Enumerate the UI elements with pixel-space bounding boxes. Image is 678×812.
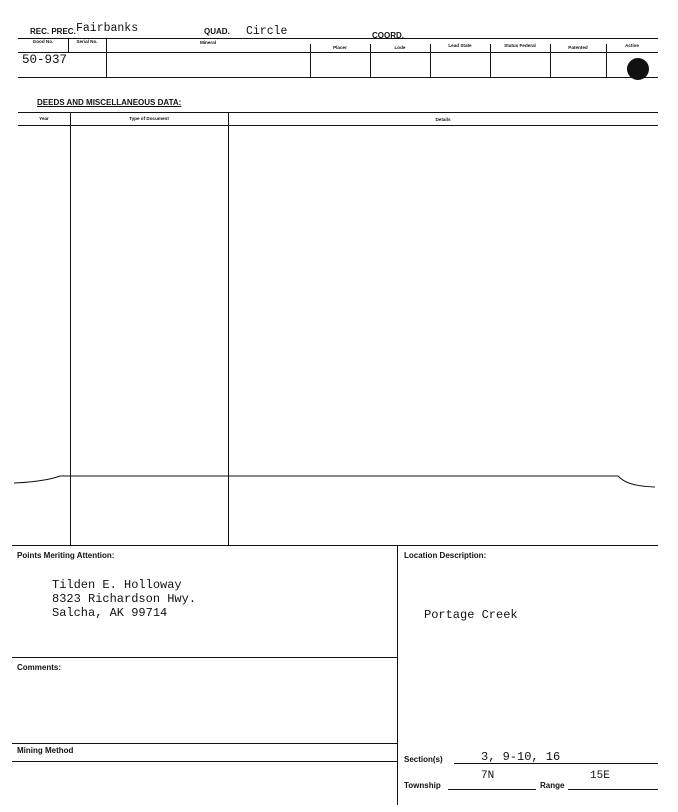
owner-address[interactable]	[52, 578, 196, 620]
col-lode: Lode	[394, 45, 406, 50]
col-serial-no: Serial No.	[76, 39, 98, 44]
deeds-section-title: DEEDS AND MISCELLANEOUS DATA:	[37, 98, 182, 107]
comments-label: Comments:	[17, 663, 62, 672]
claim-divider	[370, 44, 371, 77]
quad-label: QUAD.	[204, 27, 230, 36]
sections-value[interactable]: 3, 9-10, 16	[481, 750, 561, 764]
range-value[interactable]: 15E	[590, 770, 610, 782]
claim-divider	[430, 44, 431, 77]
deeds-rule-header	[18, 125, 658, 126]
claim-divider	[606, 44, 607, 77]
address-line-name: Tilden E. Holloway	[52, 578, 182, 592]
col-lead-state: Lead State	[448, 43, 472, 48]
claim-divider	[310, 44, 311, 77]
header-rule-mid	[18, 52, 658, 53]
rec-prec-value[interactable]: Fairbanks	[76, 22, 139, 35]
col-good-no: Good No.	[32, 39, 54, 44]
serial-number-value[interactable]: 50-937	[22, 53, 68, 67]
col-details: Details	[435, 117, 451, 122]
location-description-label: Location Description:	[404, 551, 487, 560]
location-description-value[interactable]: Portage Creek	[424, 608, 518, 622]
paste-seam-line	[0, 466, 678, 496]
lower-panel-rule-top	[12, 545, 658, 546]
mining-method-rule	[12, 743, 397, 744]
quad-value[interactable]: Circle	[246, 25, 288, 38]
points-meriting-label: Points Meriting Attention:	[17, 551, 115, 560]
col-status-federal: Status Federal	[504, 43, 536, 48]
township-underline	[448, 789, 536, 790]
comments-rule	[12, 657, 397, 658]
mining-method-underline	[12, 761, 397, 762]
rec-prec-label: REC. PREC.	[30, 27, 76, 36]
sections-label: Section(s)	[404, 755, 443, 764]
address-line-city: Salcha, AK 99714	[52, 606, 168, 620]
range-underline	[568, 789, 658, 790]
active-marker-dot	[627, 58, 649, 80]
range-label: Range	[540, 781, 565, 790]
deeds-rule-top	[18, 112, 658, 113]
township-value[interactable]: 7N	[481, 770, 495, 782]
coord-label: COORD.	[372, 31, 404, 40]
lower-panel-divider	[397, 545, 398, 805]
col-type-of-document: Type of Document	[129, 116, 169, 121]
col-active: Active	[625, 43, 639, 48]
mining-method-label: Mining Method	[17, 746, 74, 755]
header-rule-top	[18, 38, 658, 39]
address-line-street: 8323 Richardson Hwy.	[52, 592, 197, 606]
claim-divider	[68, 38, 69, 52]
claim-divider	[106, 38, 107, 77]
col-patented: Patented	[568, 45, 588, 50]
col-year: Year	[39, 116, 49, 121]
col-placer: Placer	[333, 45, 347, 50]
header-rule-bottom	[18, 77, 658, 78]
township-label: Township	[404, 781, 441, 790]
claim-divider	[490, 44, 491, 77]
claim-divider	[550, 44, 551, 77]
col-mineral: Mineral	[199, 40, 217, 45]
